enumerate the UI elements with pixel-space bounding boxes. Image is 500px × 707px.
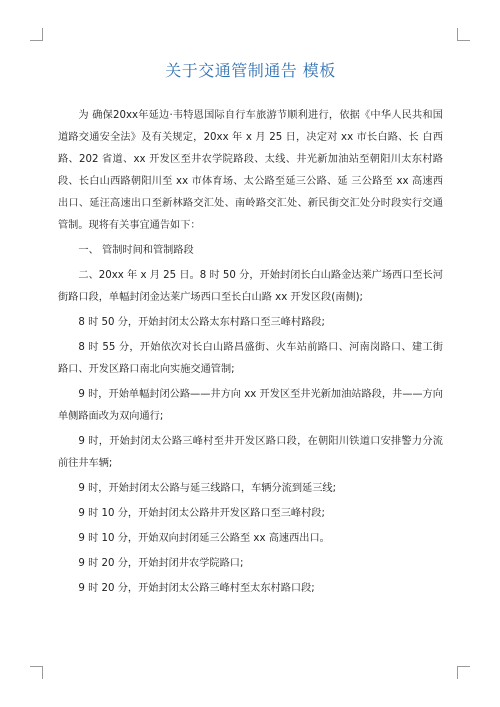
schedule-item: 8 时 50 分，开始封闭太公路太东村路口至三峰村路段;	[78, 317, 325, 328]
crop-mark-bottom-left	[30, 666, 43, 679]
intro-paragraph: 为 确保20xx年延边·韦特恩国际自行车旅游节顺利进行，依据《中华人民共和国道路交通安全法》及有关规定，20xx 年 x 月 25 日，决定对 xx 市长白路、长 白西路、202 省道、xx 开发区至井农学院路段、太线、井光新加油站至朝阳川太东村路段、长白山西路朝阳川至 xx 市体育场、太公路至延三公路、延 三公路至 xx 高速西出口、延汪高速出口至新林路交汇处、南岭路交汇处、新民街交汇处分时段实行交通管制。现将有关事宜通告如下：	[58, 110, 443, 231]
schedule-item: 8 时 55 分，开始依次对长白山路昌盛街、火车站前路口、河南岗路口、建工街路口、开发区路口南北向实施交通管制;	[58, 342, 443, 375]
schedule-item: 二、20xx 年 x 月 25 日。8 时 50 分，开始封闭长白山路金达莱广场西口至长河街路口段，单幅封闭金达莱广场西口至长白山路 xx 开发区段(南侧);	[58, 270, 443, 303]
document-title: 关于交通管制通告 模板	[165, 61, 336, 80]
schedule-item: 9 时 10 分，开始双向封闭延三公路至 xx 高速西出口。	[78, 533, 330, 544]
schedule-item: 9 时 20 分，开始封闭井农学院路口;	[78, 558, 244, 569]
schedule-item: 9 时，开始封闭太公路三峰村至井开发区路口段，在朝阳川铁道口安排警力分流前往井车辆;	[58, 436, 443, 469]
crop-mark-bottom-right	[457, 666, 470, 679]
crop-mark-top-right	[457, 28, 470, 41]
document-page	[58, 58, 443, 600]
schedule-item: 9 时 10 分，开始封闭太公路井开发区路口至三峰村段;	[78, 508, 325, 519]
schedule-item: 9 时，开始单幅封闭公路——井方向 xx 开发区至井光新加油站路段，井——方向单侧路面改为双向通行;	[58, 389, 443, 422]
section-heading: 一、 管制时间和管制路段	[78, 245, 194, 256]
crop-mark-top-left	[30, 28, 43, 41]
schedule-item: 9 时，开始封闭太公路与延三线路口，车辆分流到延三线;	[78, 483, 337, 494]
schedule-item: 9 时 20 分，开始封闭太公路三峰村至太东村路口段;	[78, 583, 315, 594]
